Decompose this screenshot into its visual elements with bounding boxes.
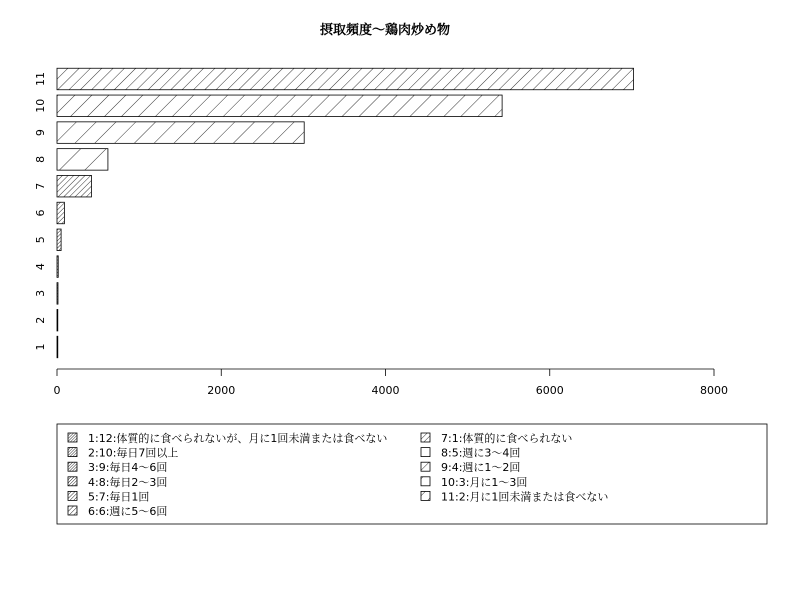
legend-swatch [421, 448, 430, 457]
chart-title: 摂取頻度～鶏肉炒め物 [319, 23, 451, 38]
y-tick-label: 11 [33, 72, 47, 86]
y-tick-label: 5 [33, 236, 47, 244]
legend-entry: 5:7:毎日1回 [88, 490, 150, 504]
bar-10 [57, 95, 502, 117]
legend-entry: 10:3:月に1～3回 [441, 475, 528, 489]
x-tick-label: 6000 [535, 384, 564, 397]
legend-entry: 8:5:週に3～4回 [441, 446, 521, 460]
bar-3 [57, 283, 58, 305]
bar-1 [57, 336, 58, 358]
bar-11 [57, 68, 634, 90]
legend-entry: 7:1:体質的に食べられない [441, 432, 573, 445]
x-tick-label: 2000 [207, 384, 236, 397]
legend-swatch [68, 433, 77, 442]
y-tick-label: 7 [33, 182, 47, 190]
legend-swatch [421, 433, 430, 442]
y-tick-label: 1 [33, 343, 47, 351]
x-tick-label: 0 [53, 384, 61, 397]
y-tick-label: 6 [33, 209, 47, 217]
legend-entry: 2:10:毎日7回以上 [88, 446, 179, 460]
legend-swatch [421, 477, 430, 486]
y-tick-label: 3 [33, 289, 47, 297]
legend [57, 424, 767, 524]
y-tick-label: 9 [33, 129, 47, 137]
legend-entry: 4:8:毎日2～3回 [88, 475, 168, 489]
legend-entry: 11:2:月に1回未満または食べない [441, 490, 609, 504]
bar-7 [57, 175, 91, 197]
legend-swatch [421, 462, 430, 471]
legend-swatch [68, 462, 77, 471]
legend-swatch [68, 491, 77, 500]
bar-5 [57, 229, 61, 251]
legend-swatch [68, 448, 77, 457]
bars-group [57, 68, 634, 358]
x-tick-label: 8000 [700, 384, 728, 397]
legend-swatch [421, 491, 430, 500]
bar-9 [57, 122, 304, 144]
legend-swatch [68, 477, 77, 486]
legend-swatch [68, 506, 77, 515]
legend-entry: 1:12:体質的に食べられないが、月に1回未満または食べない [88, 432, 388, 445]
y-tick-label: 2 [33, 316, 47, 324]
legend-entry: 9:4:週に1～2回 [441, 461, 521, 475]
y-axis [34, 72, 47, 351]
bar-6 [57, 202, 64, 224]
y-tick-label: 10 [33, 98, 47, 113]
legend-entry: 3:9:毎日4～6回 [88, 461, 168, 475]
x-axis [54, 369, 729, 397]
bar-4 [57, 256, 58, 278]
bar-2 [57, 309, 58, 331]
bar-8 [57, 149, 108, 171]
x-tick-label: 4000 [371, 384, 400, 397]
y-tick-label: 4 [33, 263, 47, 271]
y-tick-label: 8 [33, 155, 47, 163]
legend-entry: 6:6:週に5～6回 [88, 505, 168, 518]
